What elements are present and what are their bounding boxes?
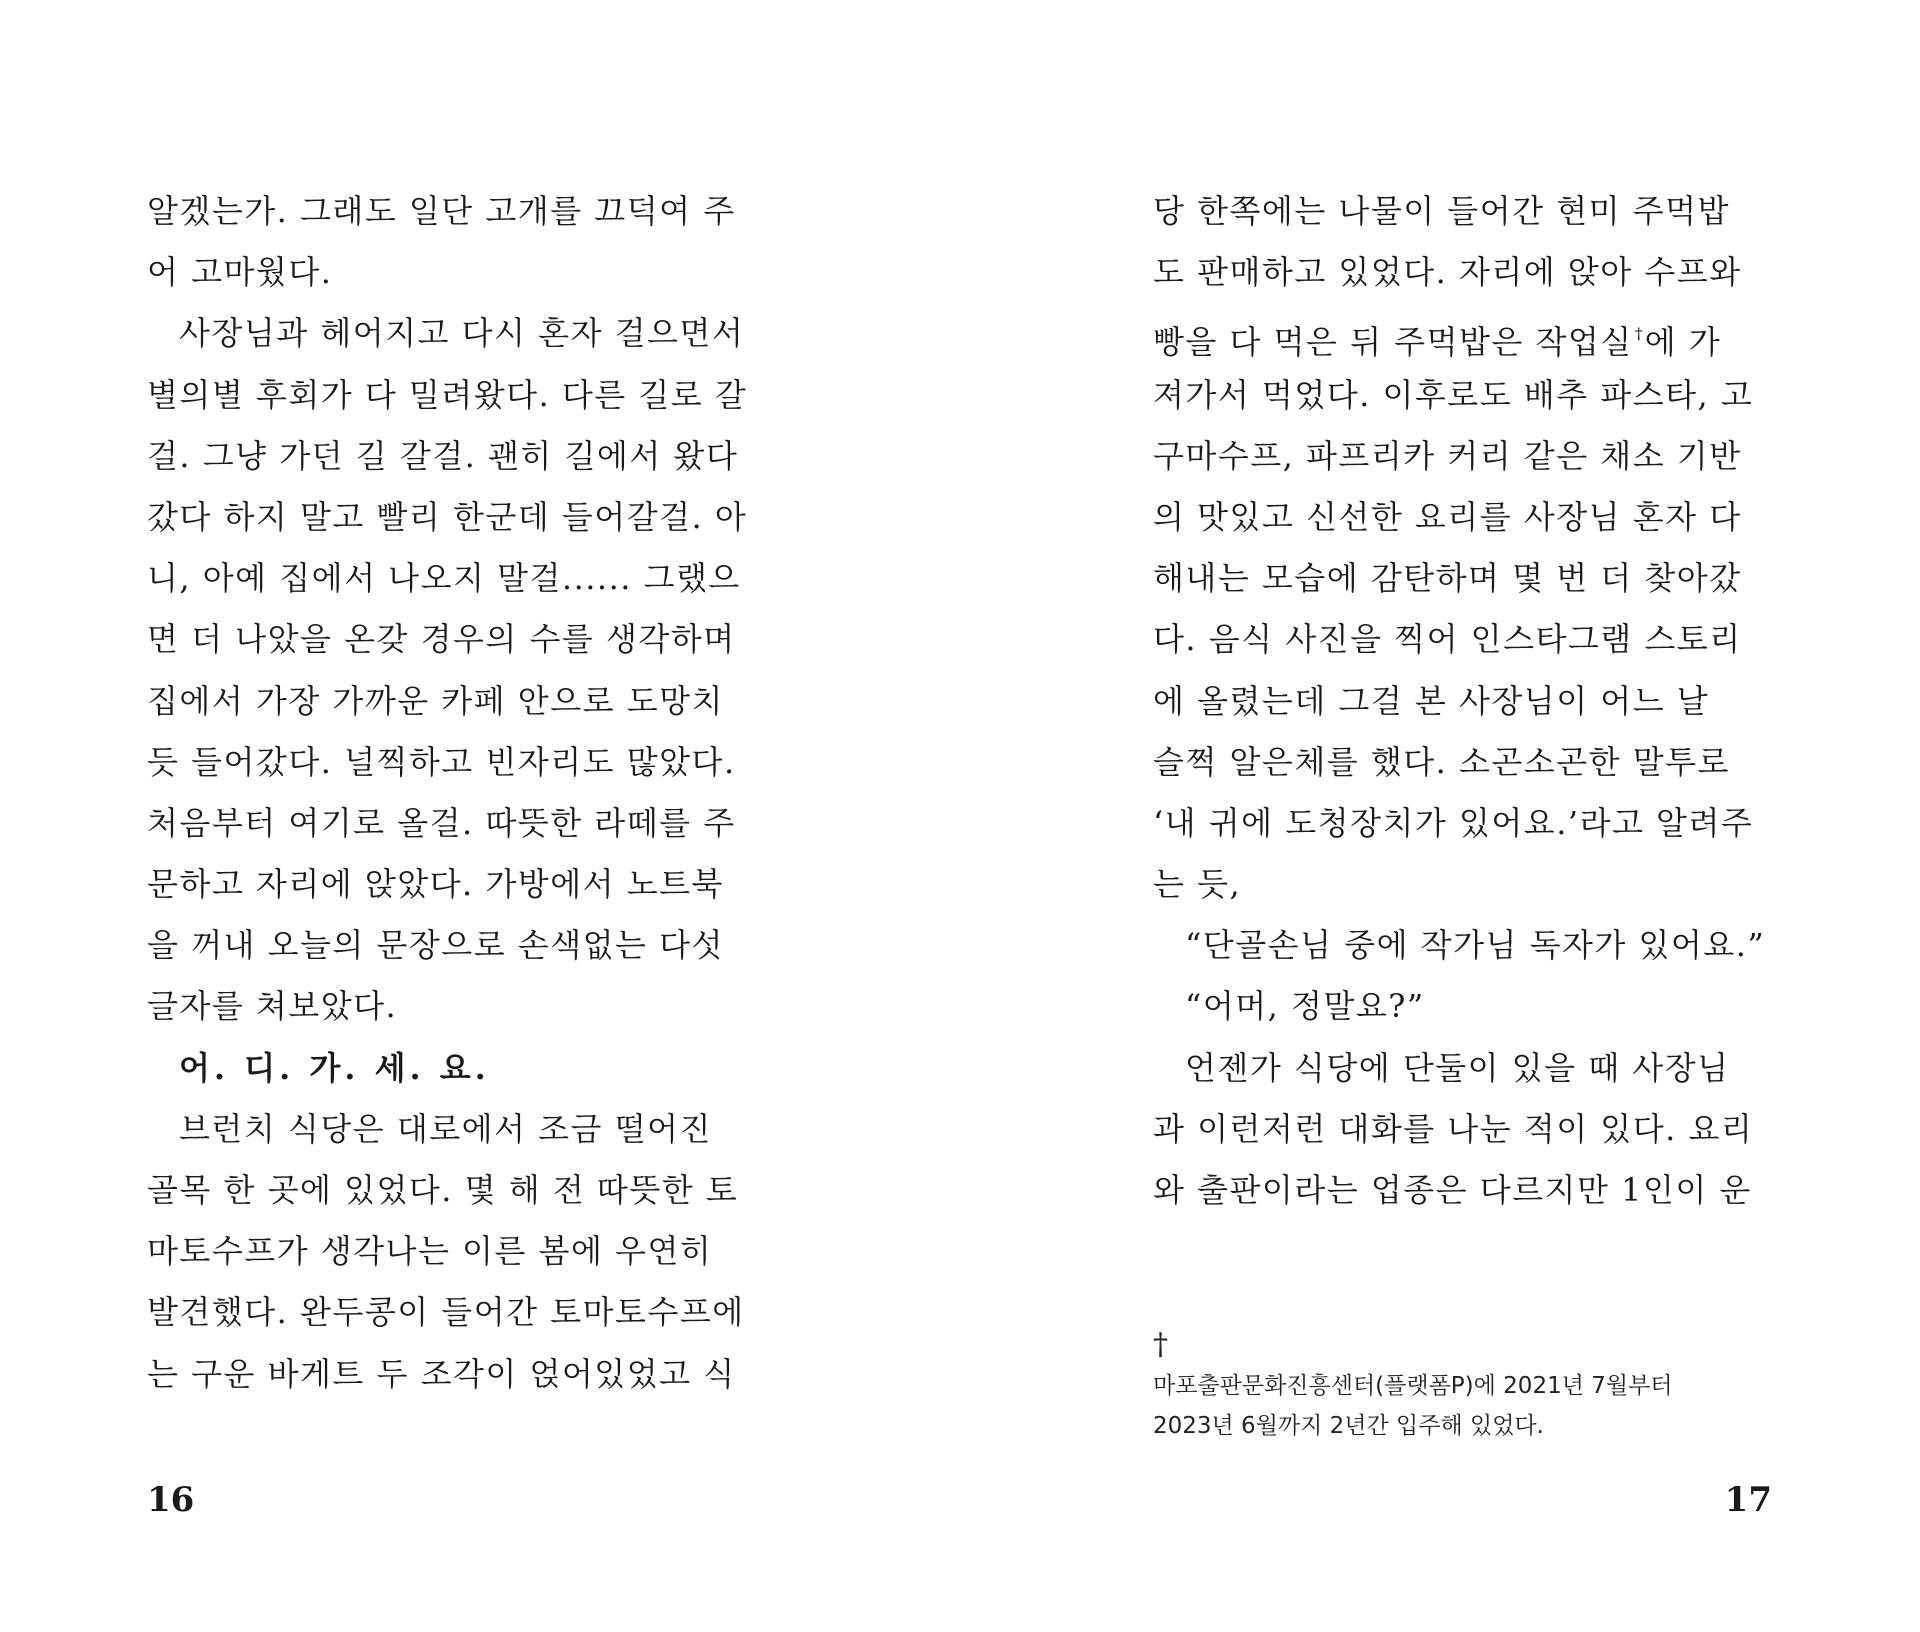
line-text: 과 이런저런 대화를 나눈 적이 있다. 요리 bbox=[1153, 1109, 1754, 1148]
line-text: 처음부터 여기로 올걸. 따뜻한 라떼를 주 bbox=[147, 803, 736, 842]
line-text: 구마수프, 파프리카 커리 같은 채소 기반 bbox=[1153, 436, 1742, 475]
text-line bbox=[147, 1160, 767, 1221]
line-text: 을 꺼내 오늘의 문장으로 손색없는 다섯 bbox=[147, 926, 724, 965]
line-text-continued: 에 가 bbox=[1644, 323, 1722, 362]
text-line bbox=[147, 548, 767, 609]
line-text: ‘내 귀에 도청장치가 있어요.’라고 알려주 bbox=[1153, 803, 1754, 842]
text-line bbox=[147, 732, 767, 793]
text-line bbox=[147, 365, 767, 426]
footnote bbox=[1153, 1328, 1793, 1446]
text-line bbox=[147, 181, 767, 242]
text-line bbox=[147, 976, 767, 1037]
line-text: 문하고 자리에 앉았다. 가방에서 노트북 bbox=[147, 865, 724, 904]
line-text: 는 듯, bbox=[1153, 865, 1242, 904]
text-line bbox=[1153, 976, 1773, 1037]
line-text: “단골손님 중에 작가님 독자가 있어요.” bbox=[1185, 926, 1766, 965]
text-line bbox=[147, 1282, 767, 1343]
page-number-left: 16 bbox=[147, 1480, 195, 1520]
text-line bbox=[147, 1344, 767, 1405]
line-text: 슬쩍 알은체를 했다. 소곤소곤한 말투로 bbox=[1153, 742, 1730, 781]
text-line bbox=[1153, 426, 1773, 487]
line-text: 도 판매하고 있었다. 자리에 앉아 수프와 bbox=[1153, 253, 1742, 292]
text-line bbox=[147, 1038, 767, 1099]
line-text: 어 고마웠다. bbox=[147, 253, 333, 292]
line-text: 해내는 모습에 감탄하며 몇 번 더 찾아갔 bbox=[1153, 559, 1742, 598]
line-text: 마토수프가 생각나는 이른 봄에 우연히 bbox=[147, 1232, 713, 1271]
text-line bbox=[1153, 1038, 1773, 1099]
line-text: 글자를 쳐보았다. bbox=[147, 987, 398, 1026]
text-line bbox=[1153, 487, 1773, 548]
line-text: 빵을 다 먹은 뒤 주먹밥은 작업실 bbox=[1153, 323, 1633, 362]
line-text: 는 구운 바게트 두 조각이 얹어있었고 식 bbox=[147, 1354, 736, 1393]
text-line bbox=[1153, 548, 1773, 609]
text-line bbox=[147, 426, 767, 487]
text-line bbox=[1153, 365, 1773, 426]
line-text: 갔다 하지 말고 빨리 한군데 들어갈걸. 아 bbox=[147, 497, 748, 536]
text-line bbox=[1153, 793, 1773, 854]
text-line bbox=[147, 854, 767, 915]
line-text: 알겠는가. 그래도 일단 고개를 끄덕여 주 bbox=[147, 192, 736, 230]
text-line bbox=[1153, 181, 1773, 242]
text-line bbox=[147, 609, 767, 670]
line-text: 듯 들어갔다. 널찍하고 빈자리도 많았다. bbox=[147, 742, 736, 781]
line-text: 걸. 그냥 가던 길 갈걸. 괜히 길에서 왔다 bbox=[147, 436, 739, 475]
text-line bbox=[1153, 671, 1773, 732]
line-text: 어. 디. 가. 세. 요. bbox=[179, 1048, 490, 1087]
text-line bbox=[147, 487, 767, 548]
text-line bbox=[1153, 303, 1773, 364]
line-text: 져가서 먹었다. 이후로도 배추 파스타, 고 bbox=[1153, 375, 1754, 414]
text-line bbox=[147, 1221, 767, 1282]
line-text: 다. 음식 사진을 찍어 인스타그램 스토리 bbox=[1153, 620, 1742, 659]
text-line bbox=[147, 1099, 767, 1160]
text-line bbox=[1153, 1160, 1773, 1221]
text-line bbox=[147, 793, 767, 854]
line-text: 발견했다. 완두콩이 들어간 토마토수프에 bbox=[147, 1293, 745, 1332]
line-text: 당 한쪽에는 나물이 들어간 현미 주먹밥 bbox=[1153, 192, 1730, 230]
line-text: 니, 아예 집에서 나오지 말걸...... 그랬으 bbox=[147, 559, 741, 598]
line-text: 에 올렸는데 그걸 본 사장님이 어느 날 bbox=[1153, 681, 1710, 720]
text-line bbox=[147, 242, 767, 303]
footnote-line: 2023년 6월까지 2년간 입주해 있었다. bbox=[1153, 1413, 1544, 1439]
line-text: 의 맛있고 신선한 요리를 사장님 혼자 다 bbox=[1153, 497, 1742, 536]
text-line bbox=[1153, 854, 1773, 915]
line-text: 사장님과 헤어지고 다시 혼자 걸으면서 bbox=[179, 314, 745, 353]
text-line bbox=[147, 915, 767, 976]
line-text: 집에서 가장 가까운 카페 안으로 도망치 bbox=[147, 681, 724, 720]
text-line bbox=[1153, 915, 1773, 976]
text-line bbox=[1153, 242, 1773, 303]
text-line bbox=[147, 671, 767, 732]
text-line bbox=[1153, 609, 1773, 670]
text-line bbox=[1153, 732, 1773, 793]
text-line bbox=[1153, 1099, 1773, 1160]
footnote-mark: † bbox=[1153, 1327, 1168, 1362]
line-text: 골목 한 곳에 있었다. 몇 해 전 따뜻한 토 bbox=[147, 1171, 739, 1209]
text-line bbox=[147, 303, 767, 364]
right-page bbox=[960, 0, 1920, 1632]
line-text: 브런치 식당은 대로에서 조금 떨어진 bbox=[179, 1109, 712, 1148]
footnote-line: 마포출판문화진흥센터(플랫폼P)에 2021년 7월부터 bbox=[1153, 1373, 1673, 1399]
footnote-reference-mark: † bbox=[1634, 324, 1643, 344]
line-text: 별의별 후회가 다 밀려왔다. 다른 길로 갈 bbox=[147, 375, 748, 414]
right-page-body bbox=[1153, 181, 1773, 1221]
page-number-right: 17 bbox=[1724, 1480, 1772, 1520]
line-text: 면 더 나았을 온갖 경우의 수를 생각하며 bbox=[147, 620, 736, 659]
left-page-body bbox=[147, 181, 767, 1405]
line-text: 언젠가 식당에 단둘이 있을 때 사장님 bbox=[1185, 1048, 1730, 1087]
line-text: “어머, 정말요?” bbox=[1185, 987, 1425, 1026]
line-text: 와 출판이라는 업종은 다르지만 1인이 운 bbox=[1153, 1171, 1752, 1209]
